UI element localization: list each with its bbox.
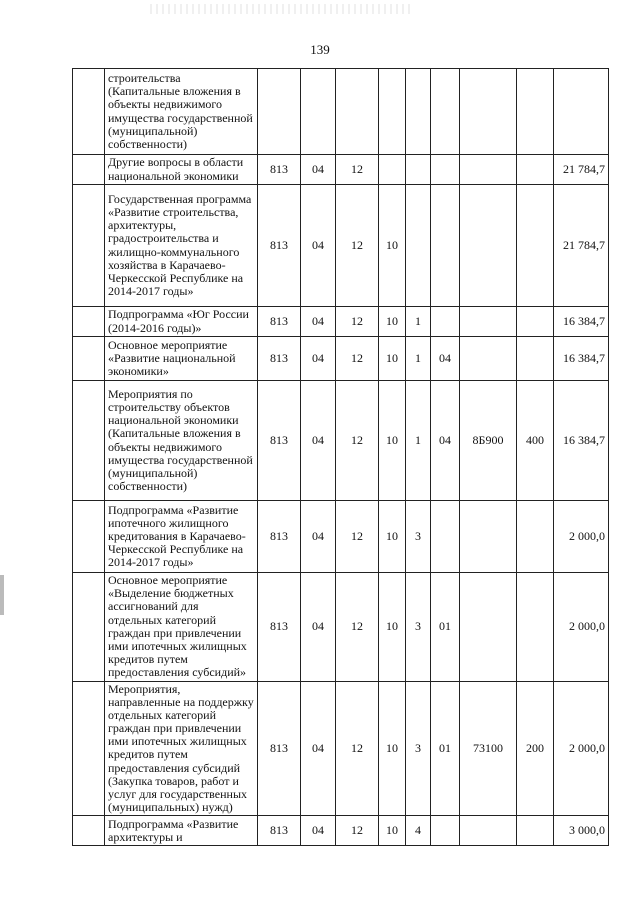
subsection-code: 12 [336, 681, 379, 816]
table-row [73, 501, 609, 573]
row-name: Основное мероприятие «Выделение бюджетных ассигнований для отдельных категорий граждан при привлечении ими ипотечных жилищных кредитов путем предоставления субсидий» [105, 573, 258, 682]
section-code: 04 [301, 816, 336, 846]
ministry-code: 813 [258, 681, 301, 816]
scan-artifact [150, 4, 410, 14]
blank-cell [73, 185, 105, 307]
row-name: Мероприятия по строительству объектов национальной экономики (Капитальные вложения в объекты недвижимого имущества государственной (муниципальной) собственности) [105, 381, 258, 501]
program-code: 10 [379, 337, 406, 381]
table-row [73, 155, 609, 185]
subsection-code: 12 [336, 155, 379, 185]
subprogram-code: 3 [406, 681, 431, 816]
subprogram-code: 3 [406, 573, 431, 682]
table-row [73, 381, 609, 501]
blank-cell [73, 381, 105, 501]
subsection-code: 12 [336, 501, 379, 573]
amount-value: 2 000,0 [554, 681, 609, 816]
direction-code [460, 816, 517, 846]
amount-value: 2 000,0 [554, 501, 609, 573]
ministry-code [258, 69, 301, 155]
table-row [73, 307, 609, 337]
table-row [73, 681, 609, 816]
blank-cell [73, 573, 105, 682]
activity-code [431, 155, 460, 185]
subsection-code: 12 [336, 816, 379, 846]
section-code: 04 [301, 307, 336, 337]
subprogram-code: 1 [406, 307, 431, 337]
table-row [73, 337, 609, 381]
blank-cell [73, 501, 105, 573]
program-code: 10 [379, 307, 406, 337]
row-name: Другие вопросы в области национальной экономики [105, 155, 258, 185]
ministry-code: 813 [258, 155, 301, 185]
ministry-code: 813 [258, 501, 301, 573]
subsection-code: 12 [336, 573, 379, 682]
subprogram-code: 3 [406, 501, 431, 573]
row-name: Основное мероприятие «Развитие национальной экономики» [105, 337, 258, 381]
program-code [379, 155, 406, 185]
table-row [73, 185, 609, 307]
activity-code: 04 [431, 381, 460, 501]
section-code: 04 [301, 155, 336, 185]
subprogram-code [406, 185, 431, 307]
program-code: 10 [379, 681, 406, 816]
direction-code [460, 155, 517, 185]
activity-code [431, 816, 460, 846]
activity-code: 01 [431, 681, 460, 816]
program-code [379, 69, 406, 155]
expense-type-code [517, 337, 554, 381]
subprogram-code: 1 [406, 381, 431, 501]
expense-type-code [517, 501, 554, 573]
section-code: 04 [301, 185, 336, 307]
blank-cell [73, 69, 105, 155]
program-code: 10 [379, 816, 406, 846]
expense-type-code [517, 307, 554, 337]
activity-code [431, 69, 460, 155]
scan-margin-mark [0, 575, 4, 615]
program-code: 10 [379, 185, 406, 307]
ministry-code: 813 [258, 381, 301, 501]
ministry-code: 813 [258, 185, 301, 307]
program-code: 10 [379, 381, 406, 501]
budget-table [72, 68, 609, 846]
blank-cell [73, 307, 105, 337]
expense-type-code [517, 155, 554, 185]
section-code: 04 [301, 381, 336, 501]
blank-cell [73, 337, 105, 381]
activity-code [431, 501, 460, 573]
section-code: 04 [301, 681, 336, 816]
amount-value: 2 000,0 [554, 573, 609, 682]
expense-type-code: 200 [517, 681, 554, 816]
subsection-code: 12 [336, 337, 379, 381]
section-code: 04 [301, 501, 336, 573]
activity-code: 04 [431, 337, 460, 381]
subprogram-code [406, 155, 431, 185]
program-code: 10 [379, 501, 406, 573]
row-name: Государственная программа «Развитие строительства, архитектуры, градостроительства и жилищно-коммунального хозяйства в Карачаево-Черкесской Республике на 2014-2017 годы» [105, 185, 258, 307]
amount-value: 16 384,7 [554, 307, 609, 337]
expense-type-code: 400 [517, 381, 554, 501]
direction-code [460, 307, 517, 337]
amount-value: 16 384,7 [554, 337, 609, 381]
blank-cell [73, 816, 105, 846]
direction-code [460, 573, 517, 682]
row-name: Подпрограмма «Юг России (2014-2016 годы)» [105, 307, 258, 337]
amount-value: 21 784,7 [554, 185, 609, 307]
ministry-code: 813 [258, 816, 301, 846]
amount-value [554, 69, 609, 155]
expense-type-code [517, 816, 554, 846]
activity-code: 01 [431, 573, 460, 682]
page-number: 139 [310, 42, 330, 57]
section-code [301, 69, 336, 155]
ministry-code: 813 [258, 573, 301, 682]
ministry-code: 813 [258, 337, 301, 381]
direction-code: 8Б900 [460, 381, 517, 501]
row-name: Мероприятия, направленные на поддержку отдельных категорий граждан при привлечении ими ипотечных жилищных кредитов путем предоставления субсидий (Закупка товаров, работ и услуг для государственных (муниципальных) нужд) [105, 681, 258, 816]
expense-type-code [517, 185, 554, 307]
blank-cell [73, 155, 105, 185]
direction-code: 73100 [460, 681, 517, 816]
subprogram-code: 4 [406, 816, 431, 846]
amount-value: 3 000,0 [554, 816, 609, 846]
direction-code [460, 337, 517, 381]
program-code: 10 [379, 573, 406, 682]
ministry-code: 813 [258, 307, 301, 337]
subsection-code: 12 [336, 307, 379, 337]
amount-value: 16 384,7 [554, 381, 609, 501]
direction-code [460, 185, 517, 307]
subprogram-code: 1 [406, 337, 431, 381]
subsection-code: 12 [336, 185, 379, 307]
direction-code [460, 69, 517, 155]
row-name: Подпрограмма «Развитие ипотечного жилищного кредитования в Карачаево-Черкесской Республике на 2014-2017 годы» [105, 501, 258, 573]
direction-code [460, 501, 517, 573]
activity-code [431, 185, 460, 307]
expense-type-code [517, 69, 554, 155]
section-code: 04 [301, 573, 336, 682]
amount-value: 21 784,7 [554, 155, 609, 185]
blank-cell [73, 681, 105, 816]
table-row [73, 69, 609, 155]
subsection-code: 12 [336, 381, 379, 501]
row-name: строительства (Капитальные вложения в объекты недвижимого имущества государственной (муниципальной) собственности) [105, 69, 258, 155]
table-row [73, 573, 609, 682]
subprogram-code [406, 69, 431, 155]
section-code: 04 [301, 337, 336, 381]
expense-type-code [517, 573, 554, 682]
row-name: Подпрограмма «Развитие архитектуры и [105, 816, 258, 846]
subsection-code [336, 69, 379, 155]
table-row [73, 816, 609, 846]
activity-code [431, 307, 460, 337]
